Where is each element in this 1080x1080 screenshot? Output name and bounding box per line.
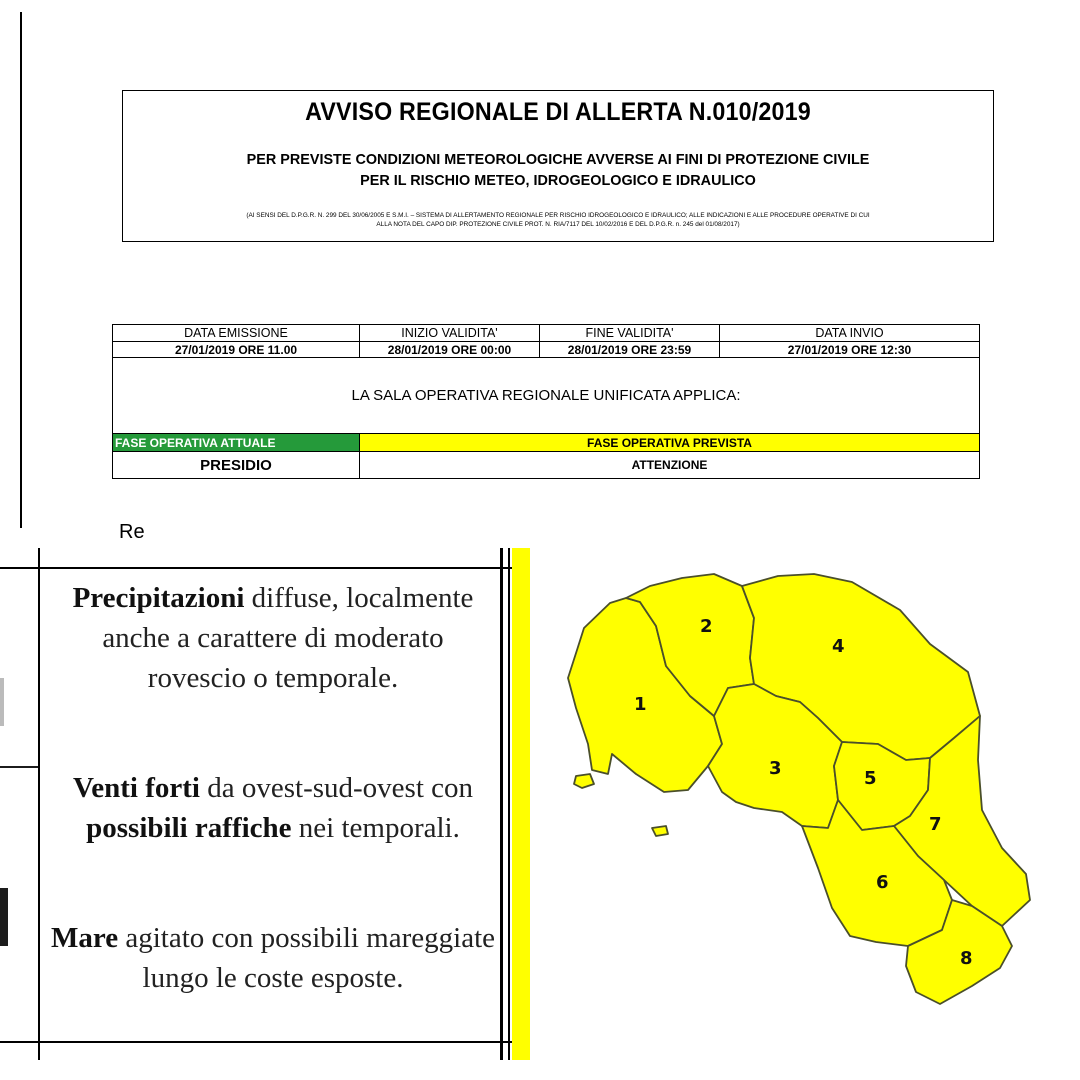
legal-note-line-2: ALLA NOTA DEL CAPO DIP. PROTEZIONE CIVILE PROT. N. RIA/7117 DEL 10/02/2016 E DEL D.P.G.R. n. 245 del 01/08/2017) xyxy=(376,221,740,228)
cropped-text: Re xyxy=(119,521,145,543)
sala-operativa-text: LA SALA OPERATIVA REGIONALE UNIFICATA APPLICA: xyxy=(113,358,980,434)
wind-bold: Venti forti xyxy=(72,772,200,804)
panel-left-rule xyxy=(38,548,40,1060)
sea-text: agitato con possibili mareggiate lungo le coste esposte. xyxy=(118,922,495,994)
forecast-text-panel xyxy=(0,548,532,1060)
sea-bold: Mare xyxy=(51,922,119,954)
value-data-invio: 27/01/2019 ORE 12:30 xyxy=(720,342,980,358)
table-value-row xyxy=(113,342,980,358)
row-divider-tick xyxy=(0,766,38,768)
table-header-row xyxy=(113,325,980,342)
value-data-emissione: 27/01/2019 ORE 11.00 xyxy=(113,342,360,358)
fase-prevista-value: ATTENZIONE xyxy=(360,452,980,479)
alert-header-box xyxy=(122,90,994,242)
header-data-invio: DATA INVIO xyxy=(720,325,980,342)
edge-shadow-mark xyxy=(0,678,4,726)
wind-text-end: nei temporali. xyxy=(291,812,460,844)
panel-bottom-rule xyxy=(0,1041,512,1043)
panel-top-rule xyxy=(0,567,512,569)
value-fine-validita: 28/01/2019 ORE 23:59 xyxy=(540,342,720,358)
alert-subtitle-line-1: PER PREVISTE CONDIZIONI METEOROLOGICHE AVVERSE AI FINI DI PROTEZIONE CIVILE xyxy=(246,151,870,168)
header-data-emissione: DATA EMISSIONE xyxy=(113,325,360,342)
fase-attuale-label: FASE OPERATIVA ATTUALE xyxy=(113,434,360,452)
zone-label-5: 5 xyxy=(864,768,877,789)
zone-label-1: 1 xyxy=(634,694,647,715)
fase-prevista-label: FASE OPERATIVA PREVISTA xyxy=(360,434,980,452)
zone-label-3: 3 xyxy=(769,758,782,779)
campania-alert-map xyxy=(532,548,1080,1060)
alert-zone-map-panel xyxy=(532,548,1080,1060)
precipitation-text: diffuse, localmente anche a carattere di moderato rovescio o temporale. xyxy=(102,582,474,694)
zone-label-7: 7 xyxy=(929,814,942,835)
gusts-bold: possibili raffiche xyxy=(86,812,292,844)
island-capri xyxy=(652,826,668,836)
wind-paragraph xyxy=(50,768,496,848)
value-inizio-validita: 28/01/2019 ORE 00:00 xyxy=(360,342,540,358)
yellow-status-strip xyxy=(512,548,530,1060)
precipitation-bold: Precipitazioni xyxy=(72,582,245,614)
alert-subtitle-line-2: PER IL RISCHIO METEO, IDROGEOLOGICO E IDRAULICO xyxy=(360,172,756,189)
header-inizio-validita: INIZIO VALIDITA' xyxy=(360,325,540,342)
wind-text: da ovest-sud-ovest con xyxy=(199,772,474,804)
edge-black-mark xyxy=(0,888,8,946)
panel-right-rule xyxy=(500,548,503,1060)
zone-label-4: 4 xyxy=(832,636,845,657)
legal-note-line-1: (AI SENSI DEL D.P.G.R. N. 299 DEL 30/06/2005 E S.M.I. – SISTEMA DI ALLERTAMENTO REGIONALE PER RISCHIO IDROGEOLOGICO E IDRAULICO; ALLE INDICAZIONI E ALLE PROCEDURE OPERATIVE DI CUI xyxy=(246,212,870,219)
sea-paragraph xyxy=(50,918,496,998)
zone-label-8: 8 xyxy=(960,948,973,969)
fase-attuale-value: PRESIDIO xyxy=(113,452,360,479)
precipitation-paragraph xyxy=(50,578,496,698)
fase-operativa-header-row xyxy=(113,434,980,452)
zone-label-2: 2 xyxy=(700,616,713,637)
sala-operativa-row xyxy=(113,358,980,434)
fase-operativa-value-row xyxy=(113,452,980,479)
margin-rule xyxy=(20,12,22,528)
panel-right-rule-inner xyxy=(508,548,510,1060)
validity-table xyxy=(112,324,980,479)
alert-title: AVVISO REGIONALE DI ALLERTA N.010/2019 xyxy=(305,98,811,126)
header-fine-validita: FINE VALIDITA' xyxy=(540,325,720,342)
zone-label-6: 6 xyxy=(876,872,889,893)
island-ischia xyxy=(574,774,594,788)
